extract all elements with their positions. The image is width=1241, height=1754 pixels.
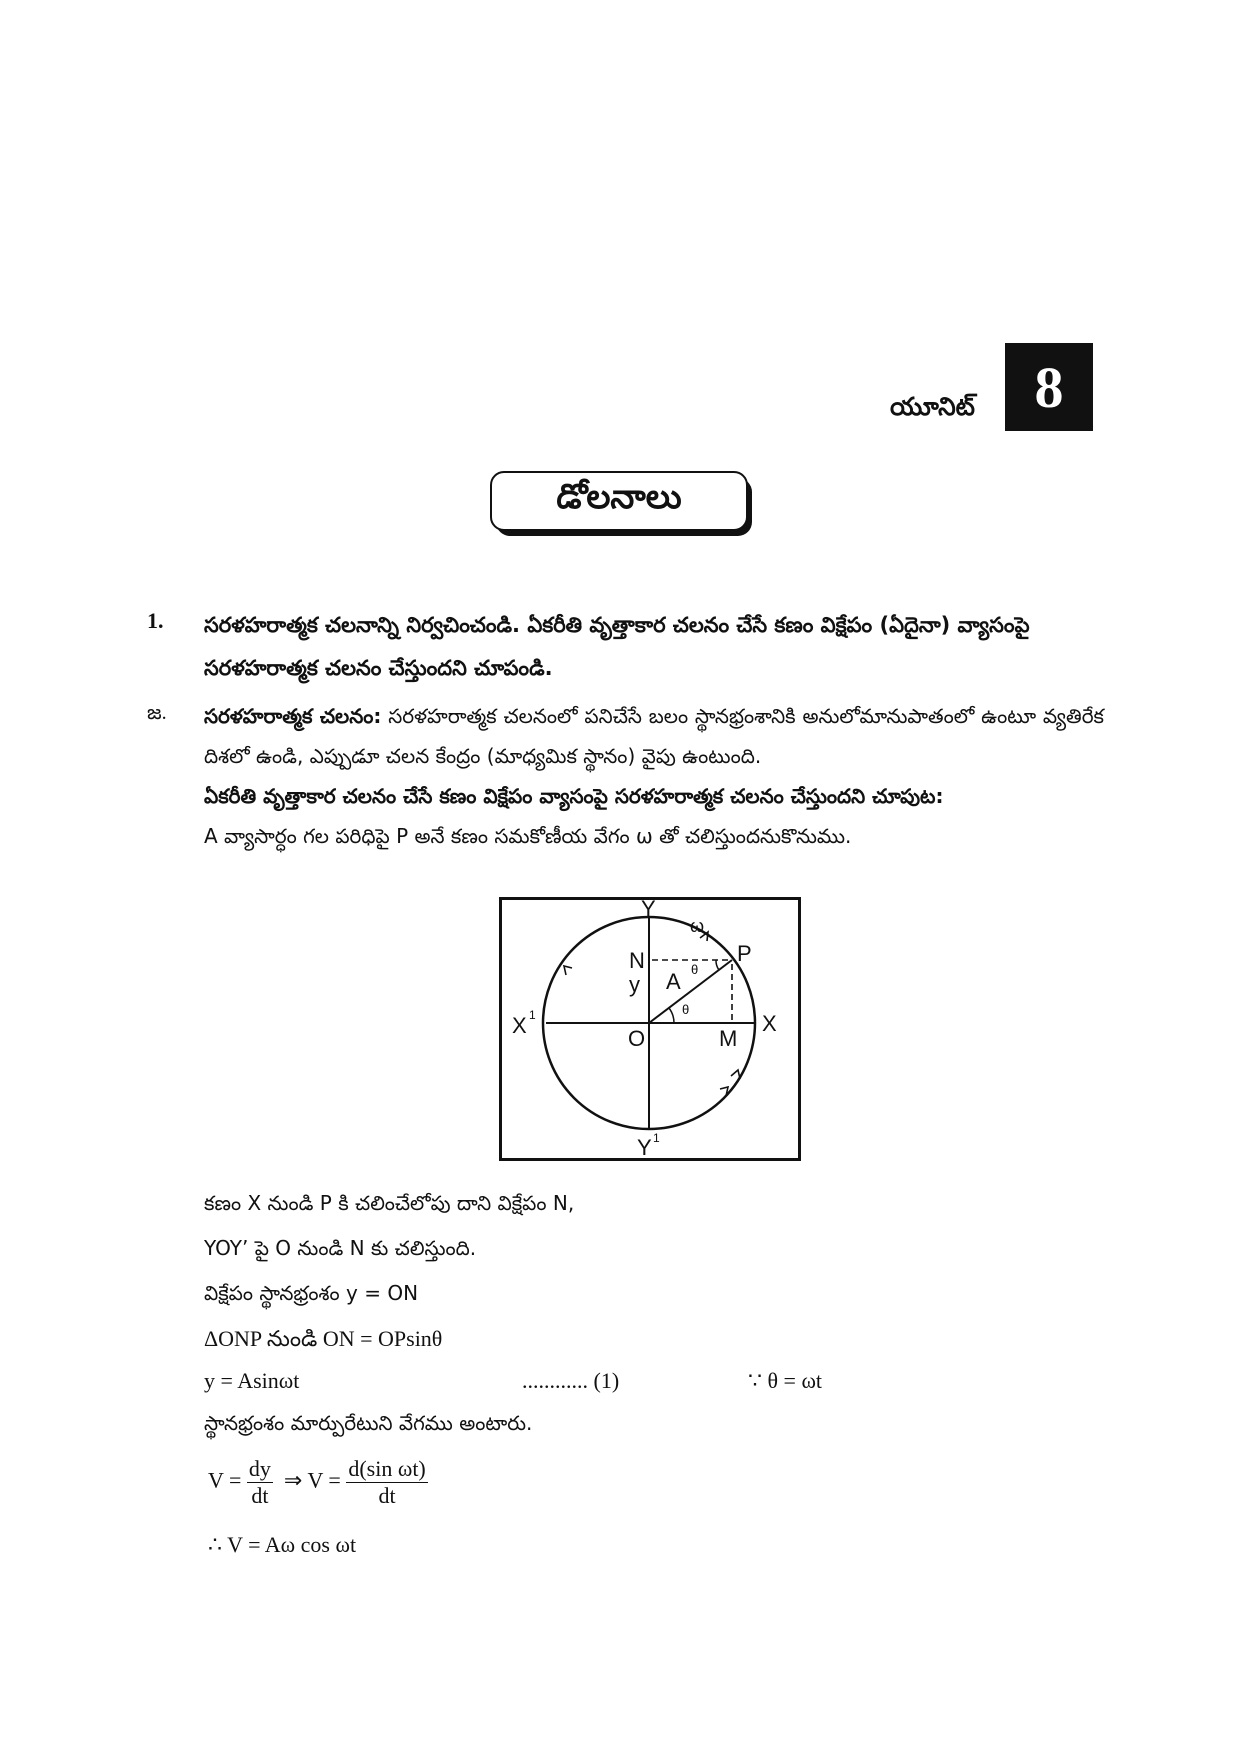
angle-arc-lower [669, 1008, 674, 1023]
equation-1: y = Asinωt [204, 1368, 300, 1393]
circle-diagram [499, 897, 801, 1161]
rotation-arrow-icon [720, 1087, 728, 1096]
label-o: O [628, 1026, 646, 1051]
fraction-denominator: dt [251, 1483, 269, 1508]
derivation-line-1: కణం X నుండి P కి చలించేలోపు దాని విక్షేపం N, [204, 1191, 575, 1215]
unit-label: యూనిట్ [890, 392, 975, 421]
definition-paragraph [204, 696, 1104, 776]
label-y-top: Y [641, 900, 656, 921]
velocity-implies: ⇒ V = [283, 1467, 341, 1493]
fraction-numerator: dy [248, 1456, 271, 1481]
chapter-title: డోలనాలు [490, 471, 748, 531]
velocity-equation [208, 1456, 428, 1509]
label-theta-lower: θ [682, 1002, 690, 1017]
unit-number-badge: 8 [1005, 343, 1093, 431]
derivation-line-4: ΔONP నుండి ON = OPsinθ [204, 1326, 443, 1351]
question-number: 1. [147, 608, 164, 633]
derivation-line-5: స్థానభ్రంశం మార్పురేటుని వేగము అంటారు. [204, 1411, 533, 1435]
circle-diagram-svg [502, 900, 798, 1158]
label-a: A [666, 969, 681, 994]
label-n: N [629, 948, 645, 973]
equation-1-note: ∵ θ = ωt [748, 1368, 823, 1393]
label-x-left-sup: 1 [529, 1008, 536, 1022]
label-p: P [737, 941, 752, 966]
label-theta-upper: θ [691, 962, 699, 977]
rotation-arrow-icon [564, 966, 572, 975]
velocity-lhs: V = [208, 1467, 242, 1493]
label-y-bottom-sup: 1 [653, 1131, 660, 1145]
label-m: M [719, 1026, 738, 1051]
label-omega: ω [690, 916, 705, 936]
velocity-result: ∴ V = Aω cos ωt [208, 1532, 357, 1557]
proof-intro: A వ్యాసార్ధం గల పరిధిపై P అనే కణం సమకోణీయ వేగం ω తో చలిస్తుందనుకొనుము. [204, 824, 852, 848]
proof-heading: ఏకరీతి వృత్తాకార చలనం చేసే కణం విక్షేపం వ్యాసంపై సరళహరాత్మక చలనం చేస్తుందని చూపుట: [204, 784, 944, 808]
fraction-numerator: d(sin ωt) [348, 1456, 426, 1481]
answer-body [204, 696, 1104, 856]
derivation-line-3: విక్షేపం స్థానభ్రంశం y = ON [204, 1281, 419, 1305]
question-text: సరళహరాత్మక చలనాన్ని నిర్వచించండి. ఏకరీతి వృత్తాకార చలనం చేసే కణం విక్షేపం (ఏదైనా) వ్యాసంపై సరళహరాత్మక చలనం చేస్తుందని చూపండి. [204, 613, 1030, 680]
definition-term: సరళహరాత్మక చలనం: [204, 704, 382, 728]
label-x-left: X [512, 1013, 527, 1038]
equation-1-tag: ............ (1) [522, 1368, 620, 1393]
label-y: y [629, 972, 640, 997]
definition-text: సరళహరాత్మక చలనంలో పనిచేసే బలం స్థానభ్రంశానికి అనులోమానుపాతంలో ఉంటూ వ్యతిరేక దిశలో ఉండి, ఎప్పుడూ చలన కేంద్రం (మాధ్యమిక స్థానం) వైపు ఉంటుంది. [204, 704, 1104, 768]
fraction-denominator: dt [378, 1483, 396, 1508]
fraction-dy-dt [247, 1456, 273, 1509]
label-x-right: X [762, 1011, 777, 1036]
derivation-line-2: YOY’ పై O నుండి N కు చలిస్తుంది. [204, 1236, 477, 1260]
label-y-bottom: Y [637, 1135, 652, 1158]
answer-marker: జ. [147, 702, 167, 724]
fraction-dsin-dt [346, 1456, 427, 1509]
angle-arc-upper [716, 960, 719, 970]
